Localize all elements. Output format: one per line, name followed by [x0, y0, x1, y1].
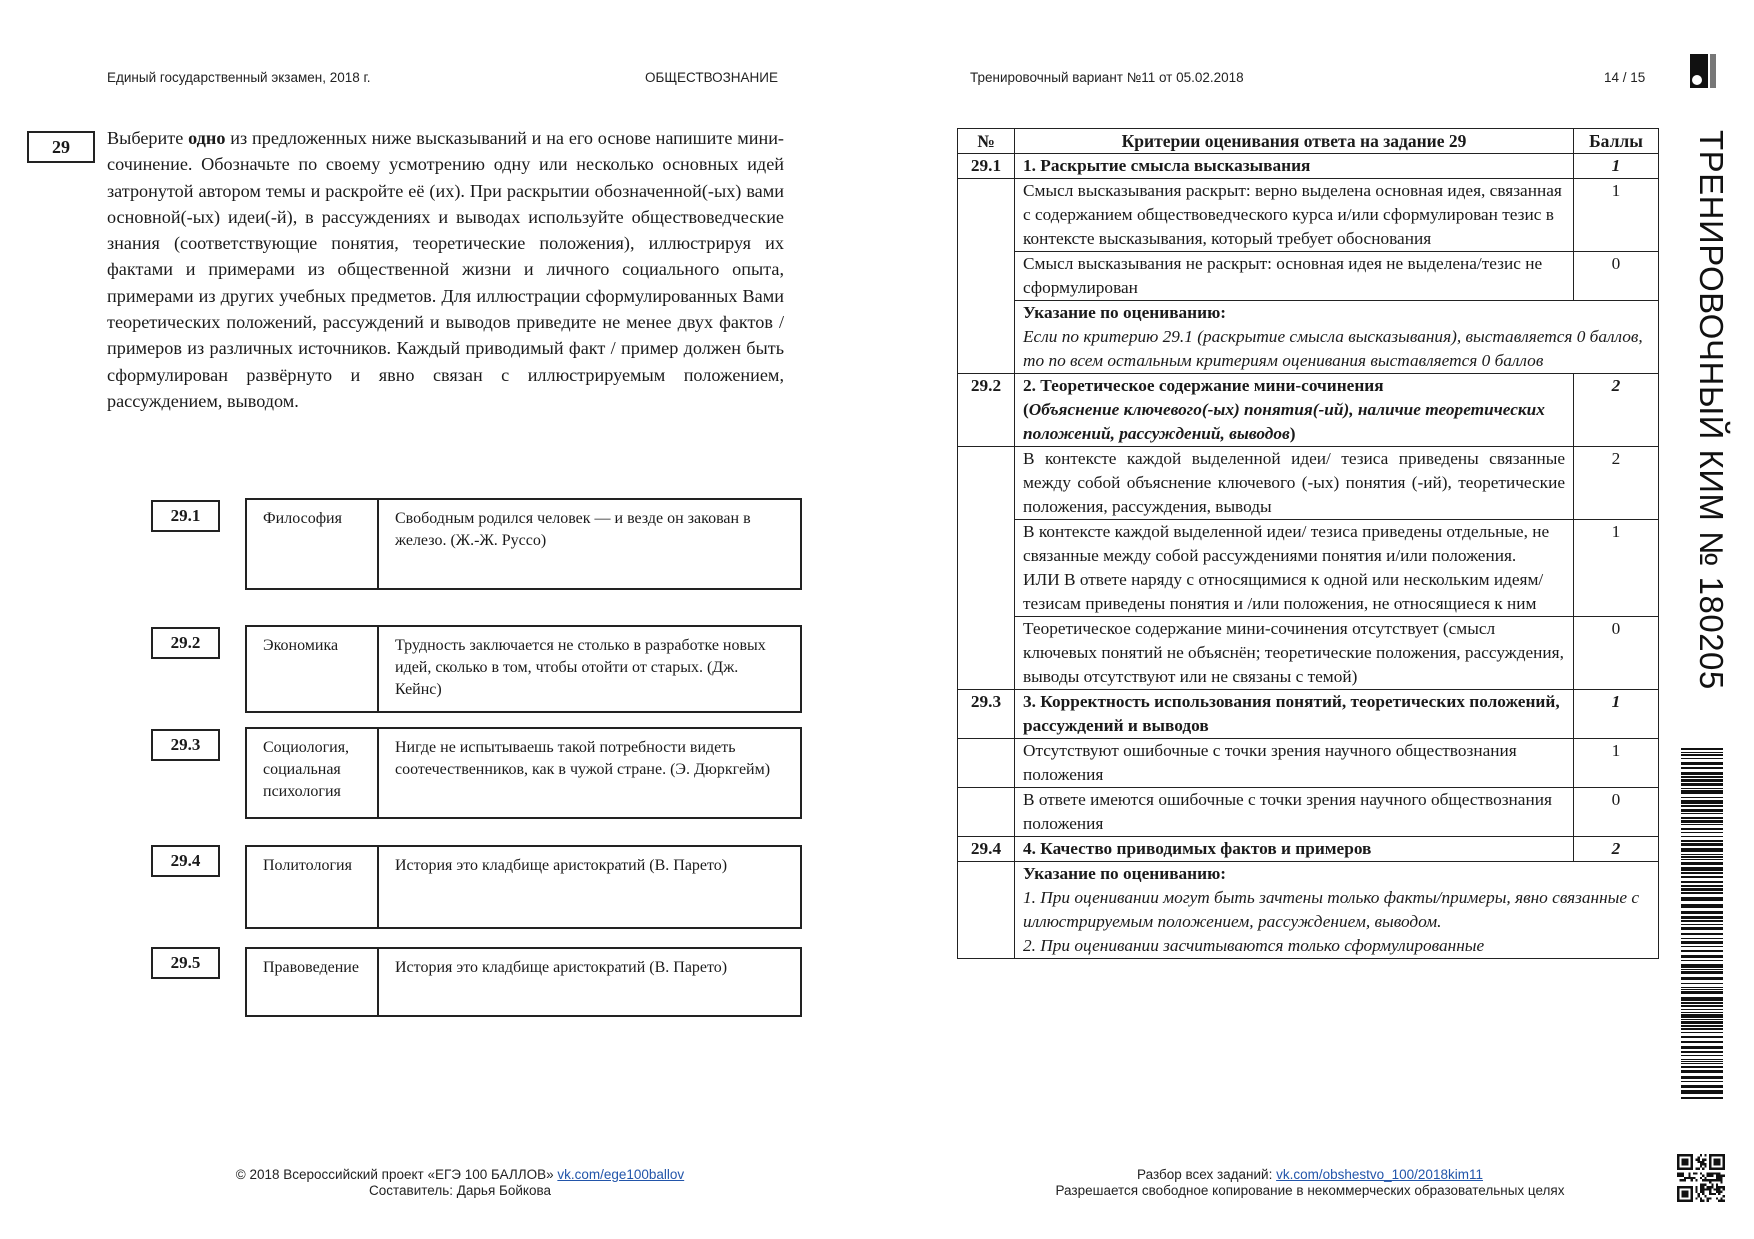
option-box [245, 947, 802, 1017]
empty-cell [958, 788, 1015, 837]
barcode-bar [1681, 1028, 1723, 1030]
criterion-max-points: 2 [1574, 374, 1659, 447]
barcode-bar [1681, 848, 1723, 852]
barcode-bar [1681, 797, 1723, 798]
barcode-bar [1681, 767, 1723, 769]
level-text: В контексте каждой выделенной идеи/ тезиса приведены отдельные, не связанные между собой рассуждениями понятия и/или положения. [1023, 522, 1550, 565]
level-description [1015, 520, 1574, 617]
option-number: 29.2 [151, 627, 220, 659]
barcode-bar [1681, 941, 1723, 944]
criterion-number: 29.1 [958, 154, 1015, 179]
option-quote: История это кладбище аристократий (В. Парето) [395, 959, 728, 976]
option-number: 29.3 [151, 729, 220, 761]
barcode-bar [1681, 840, 1723, 842]
barcode-bar [1681, 828, 1723, 830]
table-row [958, 739, 1659, 788]
barcode-bar [1681, 1002, 1723, 1004]
barcode-bar [1681, 876, 1723, 878]
level-points: 1 [1574, 179, 1659, 252]
option-box [245, 625, 802, 713]
table-row [958, 179, 1659, 252]
barcode-bar [1681, 809, 1723, 812]
col-header-points: Баллы [1574, 129, 1659, 154]
empty-cell [958, 179, 1015, 374]
instr-bold: одно [188, 128, 226, 148]
barcode-bar [1681, 1061, 1723, 1062]
barcode-bar [1681, 754, 1723, 756]
level-points: 0 [1574, 617, 1659, 690]
barcode-bar [1681, 772, 1723, 775]
instr-pre: Выберите [107, 128, 189, 148]
grading-note [1015, 301, 1659, 374]
barcode-bar [1681, 856, 1723, 858]
barcode-bar [1681, 1005, 1723, 1007]
barcode-bar [1681, 987, 1723, 988]
barcode-bar [1681, 1051, 1723, 1053]
barcode-bar [1681, 779, 1723, 782]
barcode-bar [1681, 820, 1723, 823]
option-box [245, 727, 802, 819]
paren-open: ( [1023, 400, 1029, 419]
level-description: Отсутствуют ошибочные с точки зрения научного обществознания положения [1015, 739, 1574, 788]
table-row [958, 617, 1659, 690]
barcode-bar [1681, 1019, 1723, 1020]
criterion-title: 3. Корректность использования понятий, теоретических положений, рассуждений и выводов [1015, 690, 1574, 739]
barcode-bar [1681, 813, 1723, 814]
criterion-row [958, 837, 1659, 862]
instr-post: из предложенных ниже высказываний и на его основе напишите мини-сочинение. Обозначьте по своему усмотрению одну или несколько основных идей затронутой автором темы и раскройте её (их). При раскрытии обозначенной(-ых) вами основной(-ых) идеи(-й), в рассуждениях и выводах используйте обществоведческие знания (соответствующие понятия, теоретические положения), иллюстрируя их фактами и примерами из общественной жизни и личного социального опыта, примерами из других учебных предметов. Для иллюстрации сформулированных Вами теоретических положений, рассуждений и выводов приведите не менее двух фактов /примеров из различных источников. Каждый приводимый факт / пример должен быть сформулирован развёрнуто и явно связан с иллюстрируемым положением, рассуждением, выводом. [107, 128, 784, 411]
footer-left [180, 1167, 740, 1199]
level-description: В ответе имеются ошибочные с точки зрения научного обществознания положения [1015, 788, 1574, 837]
option-number: 29.4 [151, 845, 220, 877]
level-points: 0 [1574, 788, 1659, 837]
note-text: 2. При оценивании засчитываются только сформулированные [1023, 936, 1485, 955]
barcode-bar [1681, 805, 1723, 807]
option-subject: Политология [247, 847, 379, 927]
barcode-bar [1681, 790, 1723, 794]
level-points: 0 [1574, 252, 1659, 301]
criterion-title: 4. Качество приводимых фактов и примеров [1015, 837, 1574, 862]
barcode-bar [1681, 897, 1723, 901]
level-description: Теоретическое содержание мини-сочинения отсутствует (смысл ключевых понятий не объяснён; теоретические положения, рассуждения, выводы отсутствуют или не связаны с темой) [1015, 617, 1574, 690]
table-row [958, 520, 1659, 617]
barcode-bar [1681, 1055, 1723, 1056]
grading-note [1015, 862, 1659, 959]
option-box [245, 845, 802, 929]
barcode-bar [1681, 824, 1723, 825]
footer-right [1010, 1167, 1610, 1199]
criterion-number: 29.4 [958, 837, 1015, 862]
level-description: В контексте каждой выделенной идеи/ тезиса приведены связанные между собой объяснение ключевого (-ых) понятия (-ий), теоретические положения, рассуждения, выводы [1015, 447, 1574, 520]
criterion-max-points: 1 [1574, 690, 1659, 739]
paren-close: ) [1289, 424, 1296, 443]
criterion-max-points: 1 [1574, 154, 1659, 179]
barcode-bar [1681, 1090, 1723, 1094]
barcode-icon [1681, 748, 1723, 1100]
barcode-bar [1681, 924, 1723, 925]
barcode-bar [1681, 904, 1723, 908]
barcode-bar [1681, 885, 1723, 887]
barcode-bar [1681, 933, 1723, 935]
barcode-bar [1681, 911, 1723, 914]
option-quote: Свободным родился человек — и везде он закован в железо. (Ж.-Ж. Руссо) [395, 510, 751, 549]
criterion-max-points: 2 [1574, 837, 1659, 862]
table-header-row [958, 129, 1659, 154]
barcode-bar [1681, 867, 1723, 871]
table-row [958, 447, 1659, 520]
barcode-bar [1681, 916, 1723, 919]
criterion-row [958, 374, 1659, 447]
col-header-no: № [958, 129, 1015, 154]
criteria-table [957, 128, 1659, 959]
barcode-bar [1681, 788, 1723, 789]
barcode-bar [1681, 1046, 1723, 1049]
criterion-title: 1. Раскрытие смысла высказывания [1015, 154, 1574, 179]
barcode-bar [1681, 872, 1723, 874]
note-text: 1. При оценивании могут быть зачтены только факты/примеры, явно связанные с иллюстрируемым положением, рассуждением, выводом. [1023, 888, 1640, 931]
barcode-bar [1681, 1021, 1723, 1024]
criterion-row [958, 690, 1659, 739]
barcode-bar [1681, 938, 1723, 939]
barcode-bar [1681, 862, 1723, 865]
table-row [958, 301, 1659, 374]
barcode-bar [1681, 950, 1723, 952]
qr-code-icon [1677, 1154, 1725, 1202]
note-title: Указание по оцениванию: [1023, 303, 1227, 322]
task-instructions [107, 125, 784, 414]
note-text: Если по критерию 29.1 (раскрытие смысла высказывания), выставляется 0 баллов, то по всем остальным критериям оценивания выставляется 0 баллов [1023, 327, 1643, 370]
barcode-bar [1681, 843, 1723, 846]
barcode-bar [1681, 1014, 1723, 1018]
col-header-criteria: Критерии оценивания ответа на задание 29 [1015, 129, 1574, 154]
barcode-bar [1681, 964, 1723, 968]
barcode-bar [1681, 762, 1723, 765]
barcode-bar [1681, 1009, 1723, 1010]
barcode-bar [1681, 1036, 1723, 1038]
footer-vk-link[interactable]: vk.com/ege100ballov [557, 1167, 685, 1182]
option-subject: Социология, социальная психология [247, 729, 379, 817]
option-quote: Трудность заключается не столько в разработке новых идей, сколько в том, чтобы отойти от старых. (Дж. Кейнс) [395, 637, 766, 698]
barcode-bar [1681, 1076, 1723, 1079]
barcode-bar [1681, 1059, 1723, 1060]
header-exam-title: Единый государственный экзамен, 2018 г. [107, 70, 371, 85]
empty-cell [958, 739, 1015, 788]
level-points: 2 [1574, 447, 1659, 520]
level-description: Смысл высказывания раскрыт: верно выделена основная идея, связанная с содержанием обществоведческого курса и/или сформулирован тезис в контексте высказывания, который требует обоснования [1015, 179, 1574, 252]
task-number: 29 [27, 131, 95, 163]
barcode-bar [1681, 776, 1723, 778]
header-variant: Тренировочный вариант №11 от 05.02.2018 [970, 70, 1244, 85]
barcode-bar [1681, 832, 1723, 833]
barcode-bar [1681, 1097, 1723, 1099]
footer-license: Разрешается свободное копирование в некоммерческих образовательных целях [1055, 1183, 1565, 1198]
criterion-subtitle: Объяснение ключевого(-ых) понятия(-ий), наличие теоретических положений, рассуждений, выводов [1023, 400, 1545, 443]
barcode-bar [1681, 1063, 1723, 1064]
empty-cell [958, 447, 1015, 690]
barcode-bar [1681, 854, 1723, 855]
option-number: 29.1 [151, 500, 220, 532]
footer-author: Составитель: Дарья Бойкова [368, 1183, 552, 1198]
barcode-bar [1681, 927, 1723, 930]
option-subject: Экономика [247, 627, 379, 711]
option-quote: Нигде не испытываешь такой потребности видеть соотечественников, как в чужой стране. (Э. Дюркгейм) [395, 739, 771, 778]
barcode-bar [1681, 989, 1723, 990]
barcode-bar [1681, 1081, 1723, 1082]
vertical-title-text: ТРЕНИРОВОЧНЫЙ КИМ № 180205 [1693, 130, 1730, 690]
footer-copyright: © 2018 Всероссийский проект «ЕГЭ 100 БАЛЛОВ» [235, 1167, 558, 1182]
barcode-bar [1681, 955, 1723, 958]
barcode-bar [1681, 859, 1723, 860]
barcode-bar [1681, 991, 1723, 994]
barcode-bar [1681, 960, 1723, 961]
barcode-bar [1681, 783, 1723, 786]
criterion-number: 29.2 [958, 374, 1015, 447]
corner-marker-icon [1690, 54, 1716, 88]
level-description: Смысл высказывания не раскрыт: основная идея не выделена/тезис не сформулирован [1015, 252, 1574, 301]
barcode-bar [1681, 758, 1723, 759]
option-subject: Правоведение [247, 949, 379, 1015]
option-subject: Философия [247, 500, 379, 588]
barcode-bar [1681, 1085, 1723, 1088]
barcode-bar [1681, 817, 1723, 819]
barcode-bar [1681, 1025, 1723, 1027]
barcode-bar [1681, 800, 1723, 804]
criterion-number: 29.3 [958, 690, 1015, 739]
option-number: 29.5 [151, 947, 220, 979]
table-row [958, 862, 1659, 959]
barcode-bar [1681, 748, 1723, 750]
level-points: 1 [1574, 739, 1659, 788]
barcode-bar [1681, 1012, 1723, 1013]
barcode-bar [1681, 977, 1723, 980]
footer-analysis-label: Разбор всех заданий: [1137, 1167, 1277, 1182]
table-row [958, 788, 1659, 837]
criterion-title-text: 2. Теоретическое содержание мини-сочинения [1023, 376, 1384, 395]
header-subject: ОБЩЕСТВОЗНАНИЕ [645, 70, 778, 85]
barcode-bar [1681, 1032, 1723, 1033]
barcode-bar [1681, 983, 1723, 984]
barcode-bar [1681, 969, 1723, 970]
table-row [958, 252, 1659, 301]
barcode-bar [1681, 971, 1723, 974]
barcode-bar [1681, 1070, 1723, 1073]
option-quote: История это кладбище аристократий (В. Парето) [395, 857, 728, 874]
barcode-bar [1681, 836, 1723, 837]
option-box [245, 498, 802, 590]
note-title: Указание по оцениванию: [1023, 864, 1227, 883]
barcode-bar [1681, 997, 1723, 1001]
level-text-alt: ИЛИ В ответе наряду с относящимися к одной или нескольким идеям/тезисам приведены понятия и /или положения, не относящиеся к ним [1023, 570, 1544, 613]
level-points: 1 [1574, 520, 1659, 617]
barcode-bar [1681, 1066, 1723, 1068]
barcode-bar [1681, 1041, 1723, 1043]
empty-cell [958, 862, 1015, 959]
vertical-kim-title [1680, 130, 1730, 690]
barcode-bar [1681, 752, 1723, 753]
barcode-bar [1681, 920, 1723, 922]
page-number: 14 / 15 [1604, 70, 1646, 85]
criterion-row [958, 154, 1659, 179]
barcode-bar [1681, 881, 1723, 883]
barcode-bar [1681, 892, 1723, 894]
criterion-title [1015, 374, 1574, 447]
barcode-bar [1681, 888, 1723, 891]
barcode-bar [1681, 946, 1723, 947]
footer-analysis-link[interactable]: vk.com/obshestvo_100/2018kim11 [1276, 1167, 1483, 1182]
